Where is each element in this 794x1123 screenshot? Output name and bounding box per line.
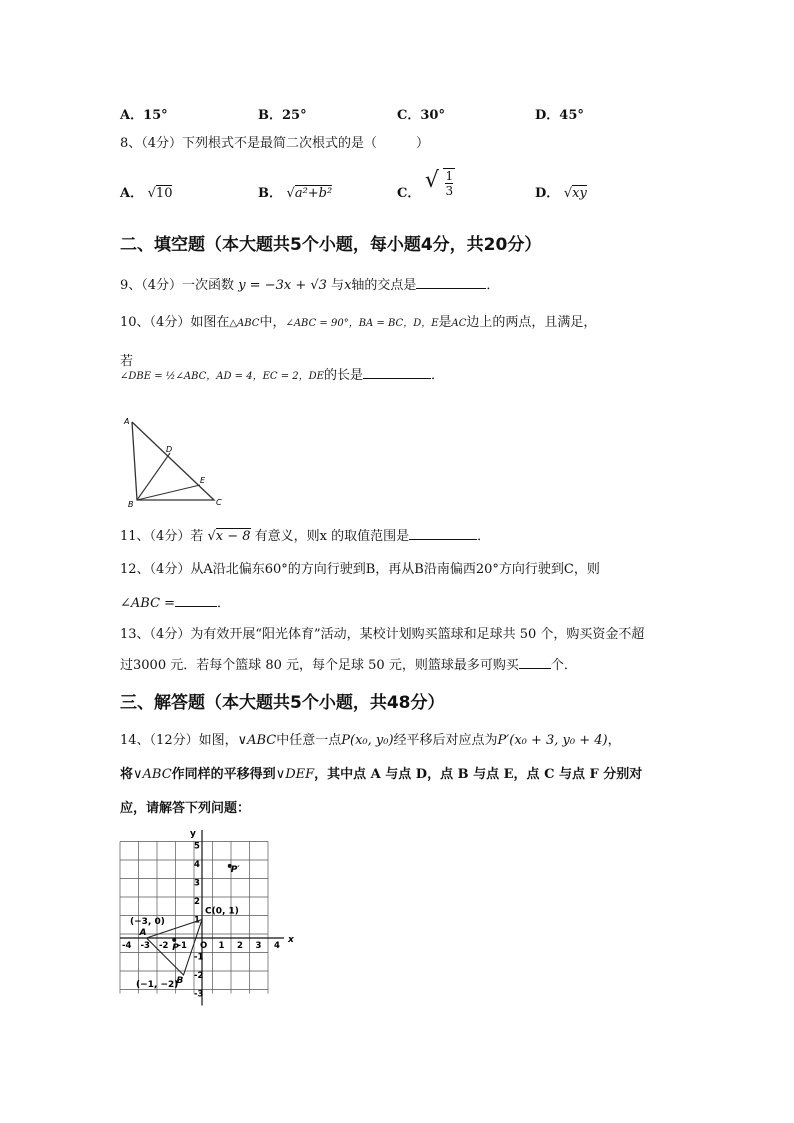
label-b-coord: (−1, −2) xyxy=(136,980,179,990)
q10-line2: ∠DBE = ½∠ABC，AD = 4，EC = 2，DE的长是 ． xyxy=(120,364,444,387)
coordinate-grid-figure xyxy=(118,826,318,1014)
q14-line3: 应，请解答下列问题： xyxy=(120,801,251,816)
q14-line2 xyxy=(120,765,642,785)
q14-text-f: 作同样的平移得到 xyxy=(171,767,276,782)
y-tick-label: 3 xyxy=(194,878,200,889)
radicand: x − 8 xyxy=(215,529,251,544)
radical: √x − 8 xyxy=(207,529,251,544)
label-d: D xyxy=(166,445,173,454)
answer-blank[interactable] xyxy=(363,364,431,379)
q8-option-d-letter: D． xyxy=(535,186,560,201)
answer-blank[interactable] xyxy=(416,274,486,289)
answer-blank[interactable] xyxy=(175,592,217,607)
q14-point-p-prime: P′(x₀ + 3, y₀ + 4) xyxy=(497,733,608,748)
label-a: A xyxy=(124,417,130,426)
y-tick-label: -2 xyxy=(194,971,204,981)
x-tick-label: -1 xyxy=(177,941,187,951)
q10-condition-3: ，AD = 4，EC = 2，DE xyxy=(206,371,324,382)
radicand: a²+b² xyxy=(294,186,333,201)
y-tick-label: 4 xyxy=(194,860,200,870)
section-2-heading: 二、填空题（本大题共5个小题，每小题4分，共20分） xyxy=(120,235,542,255)
fraction xyxy=(443,168,455,198)
q13-text-a: 过3000 元．若每个篮球 80 元，每个足球 50 元，则篮球最多可购买 xyxy=(120,658,519,673)
q10-line2-label: 若 xyxy=(120,354,134,369)
answer-blank[interactable] xyxy=(519,654,551,669)
radical: √a²+b² xyxy=(286,186,333,201)
q13-line2 xyxy=(120,654,577,676)
q10-line1 xyxy=(120,313,596,334)
q7-option-b: B．25° xyxy=(258,108,307,123)
q8-option-a xyxy=(120,182,172,201)
y-tick-label: 2 xyxy=(194,897,200,907)
q10-text-c: 是 xyxy=(438,315,452,330)
y-tick-label: -3 xyxy=(194,989,204,1000)
section-3-heading: 三、解答题（本大题共5个小题，共48分） xyxy=(120,693,445,713)
label-a: A xyxy=(139,928,147,938)
q10-text-e: 的长是 xyxy=(323,368,363,383)
q9: 9、（4分）一次函数 y = −3x + √3 与x轴的交点是 ． xyxy=(120,274,499,296)
q14-text-b: 中任意一点 xyxy=(276,733,342,748)
label-c: C xyxy=(216,498,222,507)
label-a-coord: (−3, 0) xyxy=(130,917,165,927)
q7-option-a: A．15° xyxy=(120,108,168,123)
q11-prefix: 11、（4分）若 xyxy=(120,529,204,544)
q10-triangle: △ABC xyxy=(229,318,260,329)
label-b: B xyxy=(176,976,184,986)
label-p-prime: P′ xyxy=(230,864,240,875)
q12-angle: ∠ABC = xyxy=(120,596,176,611)
q14-text-g: ，其中点 A 与点 D，点 B 与点 E，点 C 与点 F 分别对 xyxy=(314,767,643,782)
x-tick-label: -4 xyxy=(122,941,132,951)
q9-mid: 与 xyxy=(331,278,345,293)
x-tick-label: -3 xyxy=(140,941,150,951)
label-p: P xyxy=(172,942,179,953)
q9-var: x xyxy=(344,278,352,293)
q12-line1: 12、（4分）从A沿北偏东60°的方向行驶到B，再从B沿南偏西20°方向行驶到C，则 xyxy=(120,562,600,577)
q7-option-d: D．45° xyxy=(535,108,584,123)
q14-point-p: P(x₀, y₀) xyxy=(341,733,394,748)
label-e: E xyxy=(200,476,206,485)
q14-triangle-def: ∨DEF xyxy=(275,767,315,782)
radicand: xy xyxy=(572,186,587,201)
y-axis-label: y xyxy=(190,829,196,839)
q8-stem: 8、（4分）下列根式不是最简二次根式的是（ ） xyxy=(120,136,430,151)
x-tick-label: 4 xyxy=(274,941,280,951)
q14-text-d: ， xyxy=(607,733,621,748)
q14-text-e: 将 xyxy=(120,767,134,782)
q9-prefix: 9、（4分）一次函数 xyxy=(120,278,235,293)
radicand: 10 xyxy=(155,186,173,201)
triangle-abc xyxy=(132,422,214,500)
answer-blank[interactable] xyxy=(409,525,477,540)
q10-text-b: 中， xyxy=(259,315,286,330)
x-tick-label: O xyxy=(200,941,208,951)
triangle-figure xyxy=(118,412,228,508)
q8-option-c-letter: C． xyxy=(397,186,421,201)
q8-option-a-letter: A． xyxy=(120,186,144,201)
q10-text-d: 边上的两点，且满足， xyxy=(466,315,597,330)
y-tick-label: 1 xyxy=(194,915,200,926)
x-tick-label: 3 xyxy=(255,941,262,951)
q10-condition-1: ∠ABC = 90°，BA = BC，D，E xyxy=(285,318,439,329)
q14-line1 xyxy=(120,731,621,751)
point-p xyxy=(172,938,176,942)
q8-option-c xyxy=(397,168,455,201)
q14-triangle-abc-2: ∨ABC xyxy=(133,767,172,782)
radical-sign: √ xyxy=(424,168,439,193)
x-tick-label: -2 xyxy=(159,941,169,951)
q8-option-b xyxy=(258,182,332,201)
label-c: C(0, 1) xyxy=(205,906,239,917)
q13-text-b: 个． xyxy=(550,658,577,673)
x-tick-label: 2 xyxy=(237,941,243,951)
q13-line1: 13、（4分）为有效开展“阳光体育”活动，某校计划购买篮球和足球共 50 个，购买资金不超 xyxy=(120,627,645,642)
q9-expression: y = −3x + √3 xyxy=(238,278,327,293)
q14-text-c: 经平移后对应点为 xyxy=(393,733,498,748)
q11-suffix: 有意义，则x 的取值范围是 xyxy=(254,529,410,544)
q10-ac: AC xyxy=(451,318,467,329)
x-axis-label: x xyxy=(288,935,294,945)
radical: √xy xyxy=(563,186,587,201)
label-b: B xyxy=(128,500,134,508)
fraction-denominator: 3 xyxy=(445,184,454,198)
q14-triangle-abc: ∨ABC xyxy=(237,733,277,748)
q7-option-c: C．30° xyxy=(397,108,445,123)
q8-option-b-letter: B． xyxy=(258,186,282,201)
q12-line2: ∠ABC = ． xyxy=(120,592,230,614)
q10-text-a: 10、（4分）如图在 xyxy=(120,315,230,330)
q14-text-a: 14、（12分）如图， xyxy=(120,733,238,748)
y-tick-label: -1 xyxy=(194,952,204,963)
q11: 11、（4分）若 √x − 8 有意义，则x 的取值范围是 ． xyxy=(120,525,490,547)
radical: √10 xyxy=(147,186,173,201)
q9-suffix: 轴的交点是 xyxy=(351,278,417,293)
q8-option-d xyxy=(535,182,587,201)
fraction-numerator: 1 xyxy=(445,169,454,183)
q10-condition-2: ∠DBE = ½∠ABC xyxy=(120,371,207,382)
y-tick-label: 5 xyxy=(194,841,200,852)
x-tick-label: 1 xyxy=(218,941,225,951)
